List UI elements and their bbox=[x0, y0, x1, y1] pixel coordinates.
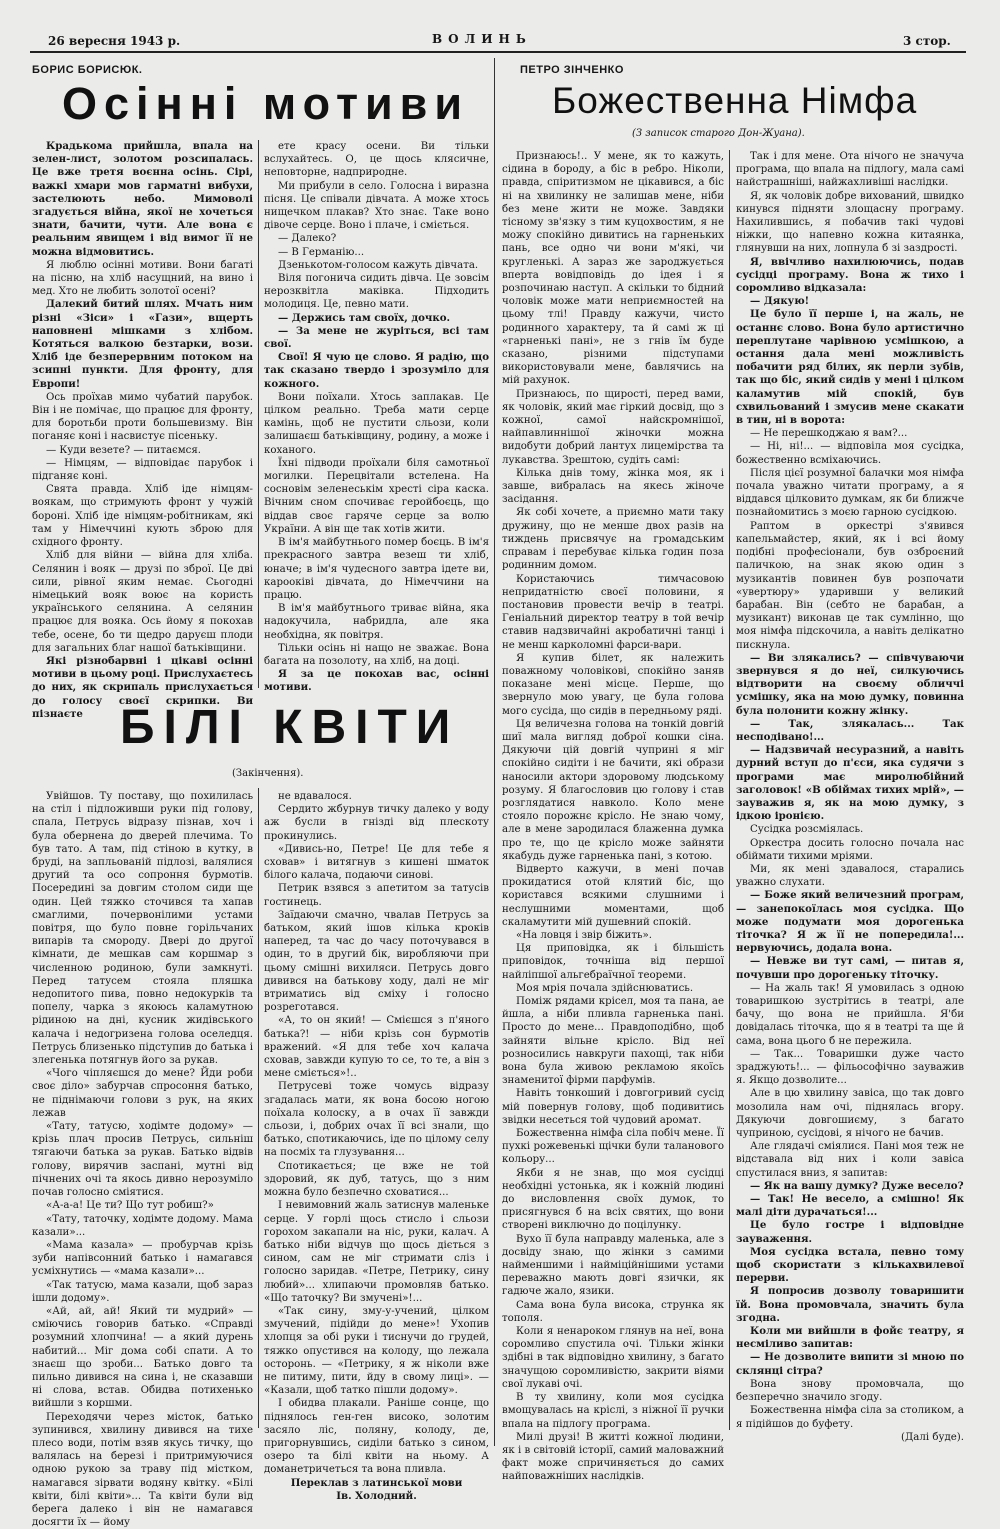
paragraph: — Далеко? bbox=[278, 233, 337, 245]
paragraph: Переходячи через місток, батько зупинився, хвилину дивився на тихе плесо води, потім взяв якусь тичку, що валялась на березі і притримуючися одною рукою за траву під містком, намагався зірвати водяну квітку. «Білі квіти, білі квіти»... Та квіти були від берега далеко і він не намагався досягти їх — йому bbox=[32, 1411, 253, 1529]
paragraph: «Ай, ай, ай! Який ти мудрий» — сміючись говорив батько. «Справді розумний хлопчина! — а який дурень набитий... Міг дома собі спати. А то знаєш що зроби... Батько довго та пильно дивився на сина і, не сказавши ні слова, встав. Обидва потихенько вийшли з коршми. bbox=[32, 1305, 253, 1410]
paragraph: — Ні, ні!... — відповіла моя сусідка, божественно всміхаючись. bbox=[736, 441, 964, 466]
paragraph: Дзенькотом-голосом кажуть дівчата. bbox=[278, 259, 479, 271]
paragraph: Ця приповідка, як і більшість приповідок, точніша від першої найліпшої альгебраїчної теореми. bbox=[502, 943, 724, 981]
paragraph: Але в цю хвилину завіса, що так довго мозолила нам очі, піднялась вгору. Дякуючи довгошиєму, з багато чуприною, сусідові, я нічого не бачив. bbox=[736, 1088, 964, 1140]
paragraph: Вона знову промовчала, що безперечно значило згоду. bbox=[736, 1378, 964, 1404]
center-column-divider bbox=[494, 58, 495, 1446]
article-subtitle: (З записок старого Дон-Жуана). bbox=[632, 128, 805, 139]
paragraph: Хліб для війни — війна для хліба. Селянин і вояк — друзі по зброї. Це дві сили, рівної яким немає. Сьогодні німецький вояк воює на користь українського селянина. А селянин працює для вояка. Ось йому я покохав тебе, осене, бо ти щедро даруєш плоди для загальних благ нашої батьківщини. bbox=[32, 550, 253, 654]
paragraph: «На ловця і звір біжить». bbox=[516, 929, 652, 941]
paragraph: Свята правда. Хліб іде німцям-воякам, що стримують фронт у чужій бороні. Хліб іде німцям-робітникам, які там у Німеччині кують зброю для східного фронту. bbox=[32, 484, 253, 549]
paragraph: Але глядачі сміялися. Пані моя теж не відставала від них і коли завіса спустилася вниз, я запитав: bbox=[736, 1141, 964, 1179]
paragraph: Коли я ненароком глянув на неї, вона соромливо спустила очі. Тільки жінки здібні в так відповідно хвилину, з багато значущою соромливістю, закрити віями свої лукаві очі. bbox=[502, 1326, 724, 1390]
paragraph: Далекий битий шлях. Мчать ним різні «Зіси» і «Гази», вщерть наповнені мішками з хлібом. Котяться валкою безтарки, вози. Хліб іде безперервним потоком на зсипні пункти. Для фронту, для Европи! bbox=[32, 298, 253, 390]
paragraph: ете красу осени. Ви тільки вслухайтесь. О, це щось клясичне, неповторне, надприродне. bbox=[264, 141, 489, 179]
article-column-2 bbox=[264, 140, 489, 692]
paragraph: — Так, злякалась... Так несподівано!... bbox=[736, 717, 964, 743]
paragraph: І невимовний жаль затиснув маленьке серце. У горлі щось стисло і сльози горохом закапали на ніс, руки, калач. А батько ніби відчув що щось діється з сином, сам не міг стримати сліз і голосно заридав. «Петре, Петрику, сину любий»... хлипаючи промовляв батько. «Що таточку? Ви змучені»!... bbox=[264, 1200, 489, 1304]
paragraph: — Куди везете? — питаємся. bbox=[46, 444, 202, 456]
article-author: БОРИС БОРИСЮК. bbox=[32, 64, 143, 76]
paragraph: «А, то он який! — Смієшся з п'яного батька?! — ніби крізь сон бурмотів вражений. «Я для тебе хоч калача сховав, завжди купую то се, то те, а він з мене сміється»!.. bbox=[264, 1015, 489, 1080]
paragraph: «Тату, татусю, ходімте додому» — крізь плач просив Петрусь, сильніш тягаючи батька за рукав. Батько відвів голову, вирячив заспані, мутні від пічнених очі та якось дивно нерозуміло почав голосно сміятися. bbox=[32, 1121, 253, 1199]
paragraph: «Тату, таточку, ходімте додому. Мама казали»... bbox=[32, 1213, 253, 1238]
paragraph: — Боже який величезний програм, — занепокоїлась моя сусідка. Що може подумати моя дорогенька тіточка? Я ж її не попередила!... нервуючись, додала вона. bbox=[736, 889, 964, 955]
paragraph: Ця величезна голова на тонкій довгій шиї мала вигляд доброї кошки сіна. Дякуючи цій довгій чуприні я міг спокійно сидіти і не бачити, які образи наносили актори здоровому людському розуму. Я благословив цю голову і став розглядатися навколо. Коло мене стояло порожнє крісло. Не знаю чому, але в мене зародилася блаженна думка про те, що це крісло може зайняти якабудь дуже гарненька пані, з котою. bbox=[502, 718, 724, 862]
paragraph: Я, ввічливо нахилюючись, подав сусідці програму. Вона ж тихо і соромливо відказала: bbox=[736, 255, 964, 295]
page-number: 3 стор. bbox=[903, 34, 951, 48]
article-column-1 bbox=[32, 140, 253, 720]
paragraph: — На жаль так! Я умовилась з одною товаришкою зустрітись в театрі, але бачу, що вона не прийшла. Я'би довідалась тіточка, що я в театрі та ще й сама, вона цього б не пережила. bbox=[736, 982, 964, 1047]
article-title: Осінні мотиви bbox=[62, 78, 469, 129]
paragraph: Тільки осінь ні нащо не зважає. Вона багата на позолоту, на хліб, на доці. bbox=[264, 642, 489, 667]
paragraph: — В Германію... bbox=[278, 246, 365, 258]
paragraph: Петрик взявся з апетитом за татусів гостинець. bbox=[264, 883, 489, 908]
paragraph: Крадькома прийшла, впала на зелен-лист, золотом розсипалась. Це вже третя воєнна осінь. Сірі, важкі хмари мов гарматні вибухи, застелюють небо. Мимоволі згадується війна, якої не хочеться знати, бачити, чути. Але вона є реальним явищем і від вимог її не можна відмовитись. bbox=[32, 140, 253, 258]
paragraph: Сама вона була висока, струнка як тополя. bbox=[502, 1299, 724, 1324]
paragraph: — Держись там своїх, дочко. bbox=[278, 311, 451, 324]
paragraph: І обидва плакали. Раніше сонце, що піднялось ген-ген високо, золотим засяло ліс, поляну, колоду, де, пригорнувшись, сиділи батько з сином, озеро та білі квіти на ньому. А доманетричеться та вона пливла. bbox=[264, 1398, 489, 1476]
article-column-6 bbox=[736, 150, 964, 1443]
paragraph: «Чого чіпляєшся до мене? Йди роби своє діло» забурчав спросоння батько, не піднімаючи голови з рук, на яких лежав bbox=[32, 1068, 253, 1119]
paragraph: Ми, як мені здавалося, старались уважно слухати. bbox=[736, 863, 964, 889]
paragraph: — Не перешкоджаю я вам?... bbox=[750, 428, 908, 440]
paragraph: Петрусеві тоже чомусь відразу згадалась мати, як вона босою ногою поїхала колоску, а в очах її завжди сльози, і, добрих очах її всі знали, що батько, спотикаючись, іде по цілому селу на посміх та глузування... bbox=[264, 1081, 489, 1159]
paragraph: Моя сусідка встала, певно тому щоб скористати з кількахвилевої перерви. bbox=[736, 1245, 964, 1285]
paragraph: В ім'я майбутнього помер боєць. В ім'я прекрасного завтра везеш ти хліб, юначе; в ім'я чудесного завтра ідете ви, карооківі дівчата, до Німеччини на працю. bbox=[264, 537, 489, 601]
paragraph: Оркестра досить голосно почала нас обіймати тихими мріями. bbox=[736, 837, 964, 862]
paragraph: «Мама казала» — пробурчав крізь зуби напівсонний батько і намагався усміхнутись — «мама казали»... bbox=[32, 1239, 253, 1278]
paragraph: не вдавалося. bbox=[278, 791, 352, 802]
paragraph: Увійшов. Ту поставу, що похилилась на стіл і підложивши руки під голову, спала, Петрусь відразу пізнав, хоч і була обернена до дверей плечима. То був тато. А там, під стіною в кутку, в бруді, на запльованій підлозі, валялися другий та осо сопроння бурмотів. Посередині за довгим столом сиди ще один. Цей тяжко сточився та хапав смаглими, почервонілими устами повітря, що було повне горільчаних випарів та смороду. Двері до другої кімнати, де мешкав сам коршмар з численною родиною, були замкнуті. Перед татусем стояла пляшка недопитого пива, повно недокурків та попелу, чарка з якоюсь каламутною рідиною на дні, кусник жидівського калача і недогризена голова оселедця. Петрусь близенько підступив до батька і злегенька потягнув його за рукав. bbox=[32, 791, 253, 1067]
article-author: ПЕТРО ЗІНЧЕНКО bbox=[520, 64, 624, 76]
right-column-divider bbox=[729, 150, 730, 1430]
paragraph: Признаюсь!.. У мене, як то кажуть, сідина в бороду, а біс в ребро. Ніколи, правда, спіритизмом не цікавився, а біс ні на хвилинку не залишав мене, ніби без мене жити не може. Завдяки тісному зв'язку з тим куцохвостим, я не можу спокійно дивитись на гарненьких пань, все одно чи вони м'які, чи кругленькі. А зараз же зароджується вперта вовідповідь до ідея і я розпочинаю наступ. А скільки то бідний чоловік може мати неприємностей на цьому тлі! Правду кажучи, чисто родинного характеру, та й самі ж ці «гарненькі пані», не з гнів їм буде сказано, різними підступами використовували мене, бавлячись на мій рахунок. bbox=[502, 151, 724, 387]
paragraph: «А-а-а! Це ти? Що тут робиш?» bbox=[46, 1200, 214, 1212]
paragraph: Я попросив дозволу товаришити їй. Вона промовчала, значить була згодна. bbox=[736, 1285, 964, 1324]
paragraph: — Надзвичай несуразний, а навіть дурний вступ до п'єси, яка судячи з програми має миролюбійний заголовок! «В обіймах тихих мрій», — зауважив я, як на мою думку, з ідкою іронією. bbox=[736, 744, 964, 823]
paragraph: — Ви злякались? — співчуваючи звернувся я до неї, силкуючись відтворити на своєму обличчі усмішку, яка на мою думку, повинна була полонити кожну жінку. bbox=[736, 651, 964, 717]
paragraph: Моя мрія почала здійснюватись. bbox=[516, 982, 694, 994]
to-be-continued: (Далі буде). bbox=[901, 1431, 964, 1443]
paragraph: Свої! Я чую це слово. Я радію, що так сказано твердо і зрозуміло для кожного. bbox=[264, 351, 489, 390]
paragraph: Сердито жбурнув тичку далеко у воду аж бусли в гнізді від плескоту прокинулись. bbox=[264, 804, 489, 842]
paragraph: В ту хвилину, коли моя сусідка вмощувалась на кріслі, з ніжної її ручки впала на підлогу програма. bbox=[502, 1392, 724, 1430]
newspaper-name: ВОЛИНЬ bbox=[432, 32, 532, 46]
paragraph: Спотикається; це вже не той здоровий, як дуб, татусь, що з ним можна було безпечно сховатися... bbox=[264, 1160, 489, 1199]
paragraph: Відверто кажучи, в мені почав прокидатися отой клятий біс, що користався всякими слушними і неслушними моментами, щоб скаламутити мій душевний спокій. bbox=[502, 863, 724, 928]
paragraph: Кілька днів тому, жінка моя, як і завше, вибралась на якесь жіноче засідання. bbox=[502, 467, 724, 506]
translator-note: Переклав з латинської мови bbox=[290, 1476, 463, 1489]
paragraph: Заїдаючи смачно, чвалав Петрусь за батьком, який ішов кілька кроків наперед, та час до часу поточувався в один, то в другий бік, виробляючи при цьому смішні вихиляси. Петрусь довго дивився на батькову ходу, далі не міг втриматись від сміху і голосно розреготався. bbox=[264, 909, 489, 1014]
paragraph: Коли ми вийшли в фойє театру, я несміливо запитав: bbox=[736, 1325, 964, 1351]
issue-date: 26 вересня 1943 р. bbox=[48, 34, 181, 48]
paragraph: Віля погонича сидить дівча. Це зовсім нерозквітла маківка. Підходить молодиця. Це, певно мати. bbox=[264, 273, 489, 311]
paragraph: Користаючись тимчасовою непридатністю своєї половини, я постановив провести вечір в театрі. Геніальний директор театру в той вечір ставив надзвичайні акробатичні танці і не менш карколомні фарси-вари. bbox=[502, 573, 724, 651]
masthead-rule bbox=[30, 51, 966, 53]
paragraph: Божественна німфа сіла за столиком, а я підійшов до буфету. bbox=[736, 1405, 964, 1430]
paragraph: Милі друзі! В житті кожної людини, як і в світовій історії, самий маловажний факт може спричиняється до самих найповажніших наслідків. bbox=[502, 1431, 724, 1483]
paragraph: — Так! Не весело, а смішно! Як малі діти дурачаться!... bbox=[736, 1193, 964, 1219]
paragraph: Поміж рядами крісел, моя та пана, ае йшла, а ніби пливла гарненька пані. Просто до мене... Правдоподібно, щоб зайняти вільне крісло. Від неї розносились навкруги пахощі, так ніби вона була живою рекламою якоїсь знаменитої фірми парфумів. bbox=[502, 996, 724, 1087]
paragraph: «Дивись-но, Петре! Це для тебе я сховав» і витягнув з кишені шматок білого калача, подаючи синові. bbox=[264, 843, 489, 882]
article-column-4 bbox=[264, 790, 489, 1502]
article-title: БІЛІ КВІТИ bbox=[120, 701, 460, 754]
paragraph: Я за це покохав вас, осінні мотиви. bbox=[264, 668, 489, 694]
paragraph: «Так татусю, мама казали, щоб зараз ішли додому». bbox=[32, 1279, 253, 1304]
left-column-divider-upper bbox=[258, 140, 259, 688]
article-subtitle: (Закінчення). bbox=[232, 768, 304, 779]
paragraph: Так і для мене. Ота нічого не значуча програма, що впала на підлогу, мала самі найстрашніші, найжахливіші наслідки. bbox=[736, 151, 964, 189]
left-column-divider-lower bbox=[258, 788, 259, 1428]
paragraph: Ми прибули в село. Голосна і виразна пісня. Це співали дівчата. А може хтось нищечком плакав? Хто знає. Таке воно дівоче серце. Воно і плаче, і сміється. bbox=[264, 180, 489, 232]
paragraph: — Не дозволите випити зі мною по склянці сітра? bbox=[736, 1351, 964, 1377]
paragraph: Це було її перше і, на жаль, не останнє слово. Вона було артистично переплутане чарівною усмішкою, а остання дала мені можливість побачити ряд білих, як перли зубів, так що біс, який сидів у мені і цілком каламутив мій спокій, був схвильований і змусив мене скакати в тин, ні в ворота: bbox=[736, 308, 964, 427]
article-column-5 bbox=[502, 150, 724, 1483]
paragraph: Я купив білет, як належить поважному чоловікові, спокійно заняв показане мені місце. Перше, що звернуло мою увагу, це була голова мого сусіда, що сидів в передньому ряді. bbox=[502, 652, 724, 717]
paragraph: — Невже ви тут самі, — питав я, почувши про дорогеньку тіточку. bbox=[736, 955, 964, 981]
paragraph: Сусідка розсміялась. bbox=[750, 824, 864, 836]
article-column-3 bbox=[32, 790, 253, 1529]
paragraph: — Як на вашу думку? Дуже весело? bbox=[750, 1179, 964, 1192]
paragraph: Якби я не знав, що моя сусідці необхідні устонька, як і кожній людині до висловлення своїх думок, то присягнувся б на всіх святих, що вони створені виключно до поцілунку. bbox=[502, 1167, 724, 1232]
paragraph: Я, як чоловік добре вихований, швидко кинувся підняти злощасну програму. Нахилившись, я побачив такі чудові ніжки, що напевно кожна китаянка, глянувши на них, лопнула б зі заздрості. bbox=[736, 190, 964, 255]
paragraph: Які різнобарвні і цікаві осінні мотиви в цьому році. Прислухаєтесь до них, як скрипаль прислухається до голосу своєї скрипки. Ви пізнаєте bbox=[32, 654, 253, 720]
paragraph: В ім'я майбутнього триває війна, яка надокучила, набридла, але яка необхідна, як повітря. bbox=[264, 603, 489, 641]
paragraph: — Німцям, — відповідає парубок і підганяє коні. bbox=[32, 457, 253, 483]
paragraph: Я люблю осінні мотиви. Вони багаті на пісню, на хліб насущний, на вино і мед. Хто не любить золотої осені? bbox=[32, 259, 253, 298]
translator-name: Ів. Холодний. bbox=[336, 1489, 417, 1502]
paragraph: Вони поїхали. Хтось заплакав. Це цілком реально. Треба мати серце камінь, щоб не пустити сльози, коли залишаєш батьківщину, родину, а може і коханого. bbox=[264, 391, 489, 456]
paragraph: Признаюсь, по щирості, перед вами, як чоловік, який має гіркий досвід, що з кожної, самої найскромнішої, найпавлиннішої жіночки можна видобути добрий лантух лицемірства та лукавства. Зрештою, судіть самі: bbox=[502, 388, 724, 466]
paragraph: — Дякую! bbox=[750, 295, 810, 308]
paragraph: — За мене не журіться, всі там свої. bbox=[264, 324, 489, 351]
article-title: Божественна Німфа bbox=[552, 80, 918, 121]
paragraph: Раптом в оркестрі з'явився капельмайстер, який, як і всі йому подібні професіонали, був озброєний паличкою, на знак якою один з музикантів повинен був розпочати «увертюру» ударивши у великий барабан. Він (себто не барабан, а музикант) виконав це так сумлінно, що моя німфа підскочила, а навіть делікатно пискнула. bbox=[736, 520, 964, 651]
paragraph: Як собі хочете, а приємно мати таку дружину, що не менше двох разів на тиждень присвячує на громадським справам і перебуває кілька годин поза родинним домом. bbox=[502, 507, 724, 572]
paragraph: Це було гостре і відповідне зауваження. bbox=[736, 1219, 964, 1245]
paragraph: Після цієї розумної балачки моя німфа почала уважно читати програму, а я віддався цілковито думкам, як би ближче познайомитись з моєю гарною сусідкою. bbox=[736, 467, 964, 519]
paragraph: «Так сину, зму-у-учений, цілком змучений, підійди до мене»! Ухопив хлопця за обі руки і тиснучи до грудей, тяжко опустився на колоду, що лежала осторонь. — «Петрику, я ж ніколи вже не питиму, пити, йду в свому лиці». — «Казали, щоб татко пішли додому». bbox=[264, 1305, 489, 1397]
paragraph: Вухо її була направду маленька, але з досвіду знаю, що жінки з самими найменшими і найміційнішими устами переважно мають довгі язички, як гадюче жало, язики. bbox=[502, 1233, 724, 1298]
paragraph: Божественна німфа сіла побіч мене. Її пухкі рожевенькі щічки були таланового кольору... bbox=[502, 1128, 724, 1166]
paragraph: — Так... Товаришки дуже часто зраджують!... — фільософічно зауважив я. Якщо дозволите... bbox=[736, 1048, 964, 1087]
paragraph: Навіть тонкоший і довгогривий сусід мій повернув голову, щоб подивитись звідки несеться той чудовий аромат. bbox=[502, 1088, 724, 1126]
paragraph: Ось проїхав мимо чубатий парубок. Він і не помічає, що працює для фронту, для боротьби проти большевизму. Він поганяє коні і насвистує пісеньку. bbox=[32, 391, 253, 443]
paragraph: Їхні підводи проїхали біля самотньої могилки. Перецвітали встелена. На сосновім зеленеськім хресті сіра каска. Вічним сном спочиває геройбоєць, що віддав своє гаряче серце за волю України. А він ще так хотів жити. bbox=[264, 457, 489, 535]
